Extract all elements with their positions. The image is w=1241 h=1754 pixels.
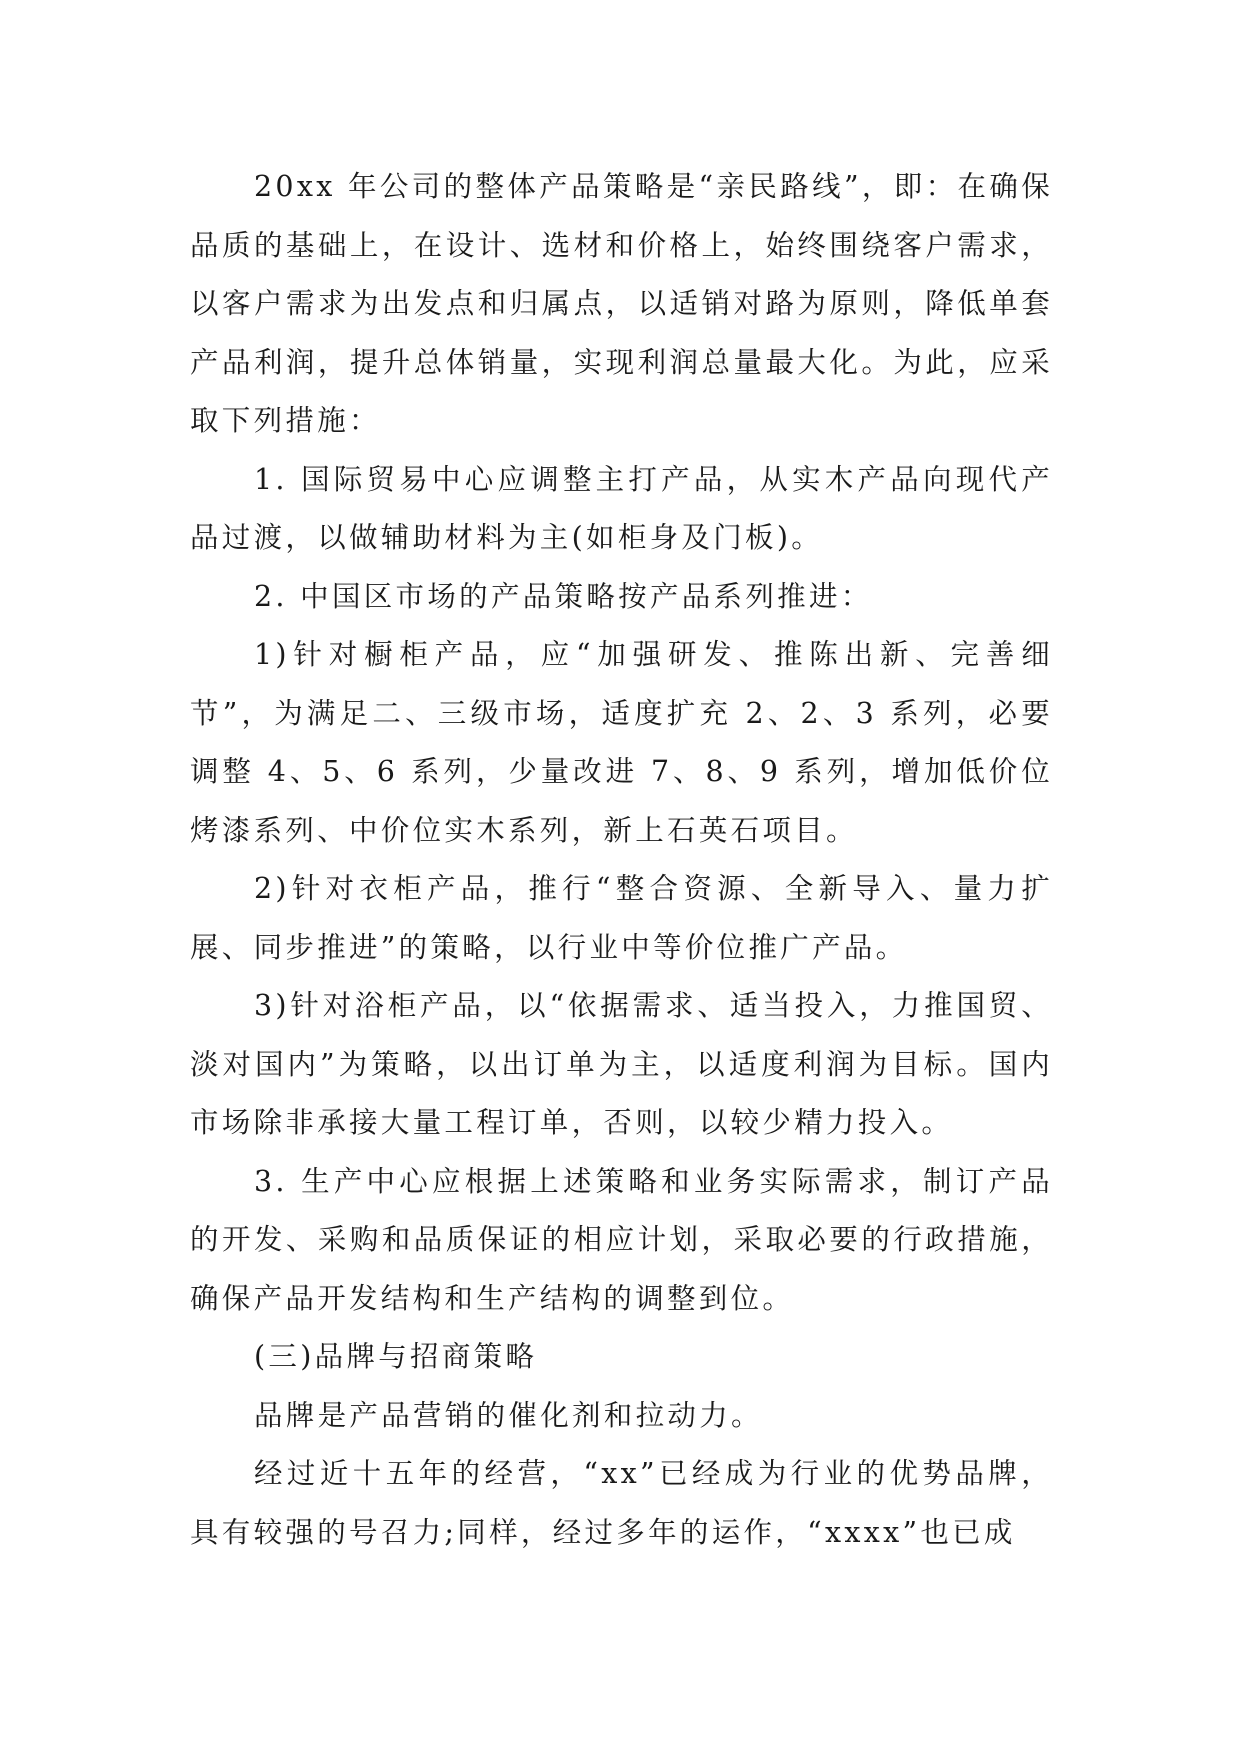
paragraph-measure-2: 2. 中国区市场的产品策略按产品系列推进： xyxy=(254,579,873,613)
paragraph-wardrobe-products: 2)针对衣柜产品，推行“整合资源、全新导入、量力扩展、同步推进”的策略，以行业中等价位推广产品。 xyxy=(190,872,1053,964)
paragraph-brand-history: 经过近十五年的经营，“xx”已经成为行业的优势品牌，具有较强的号召力;同样，经过多年的运作，“xxxx”也已成 xyxy=(190,1457,1053,1549)
section-heading-brand-strategy: (三)品牌与招商策略 xyxy=(254,1340,538,1373)
paragraph-product-strategy: 20xx 年公司的整体产品策略是“亲民路线”，即：在确保品质的基础上，在设计、选材和价格上，始终围绕客户需求，以客户需求为出发点和归属点，以适销对路为原则，降低单套产品利润，提升总体销量，实现利润总量最大化。为此，应采取下列措施： xyxy=(190,170,1053,437)
document-body xyxy=(190,158,1053,1562)
paragraph-measure-3: 3. 生产中心应根据上述策略和业务实际需求，制订产品的开发、采购和品质保证的相应计划，采取必要的行政措施，确保产品开发结构和生产结构的调整到位。 xyxy=(190,1164,1053,1315)
paragraph-brand-intro: 品牌是产品营销的催化剂和拉动力。 xyxy=(254,1398,763,1432)
paragraph-measure-1: 1. 国际贸易中心应调整主打产品，从实木产品向现代产品过渡，以做辅助材料为主(如柜身及门板)。 xyxy=(190,462,1053,554)
paragraph-bathroom-products: 3)针对浴柜产品，以“依据需求、适当投入，力推国贸、淡对国内”为策略，以出订单为主，以适度利润为目标。国内市场除非承接大量工程订单，否则，以较少精力投入。 xyxy=(190,989,1053,1139)
paragraph-cabinet-products: 1)针对橱柜产品，应“加强研发、推陈出新、完善细节”，为满足二、三级市场，适度扩充 2、2、3 系列，必要调整 4、5、6 系列，少量改进 7、8、9 系列，增加低价位烤漆系列、中价位实木系列，新上石英石项目。 xyxy=(190,638,1053,847)
